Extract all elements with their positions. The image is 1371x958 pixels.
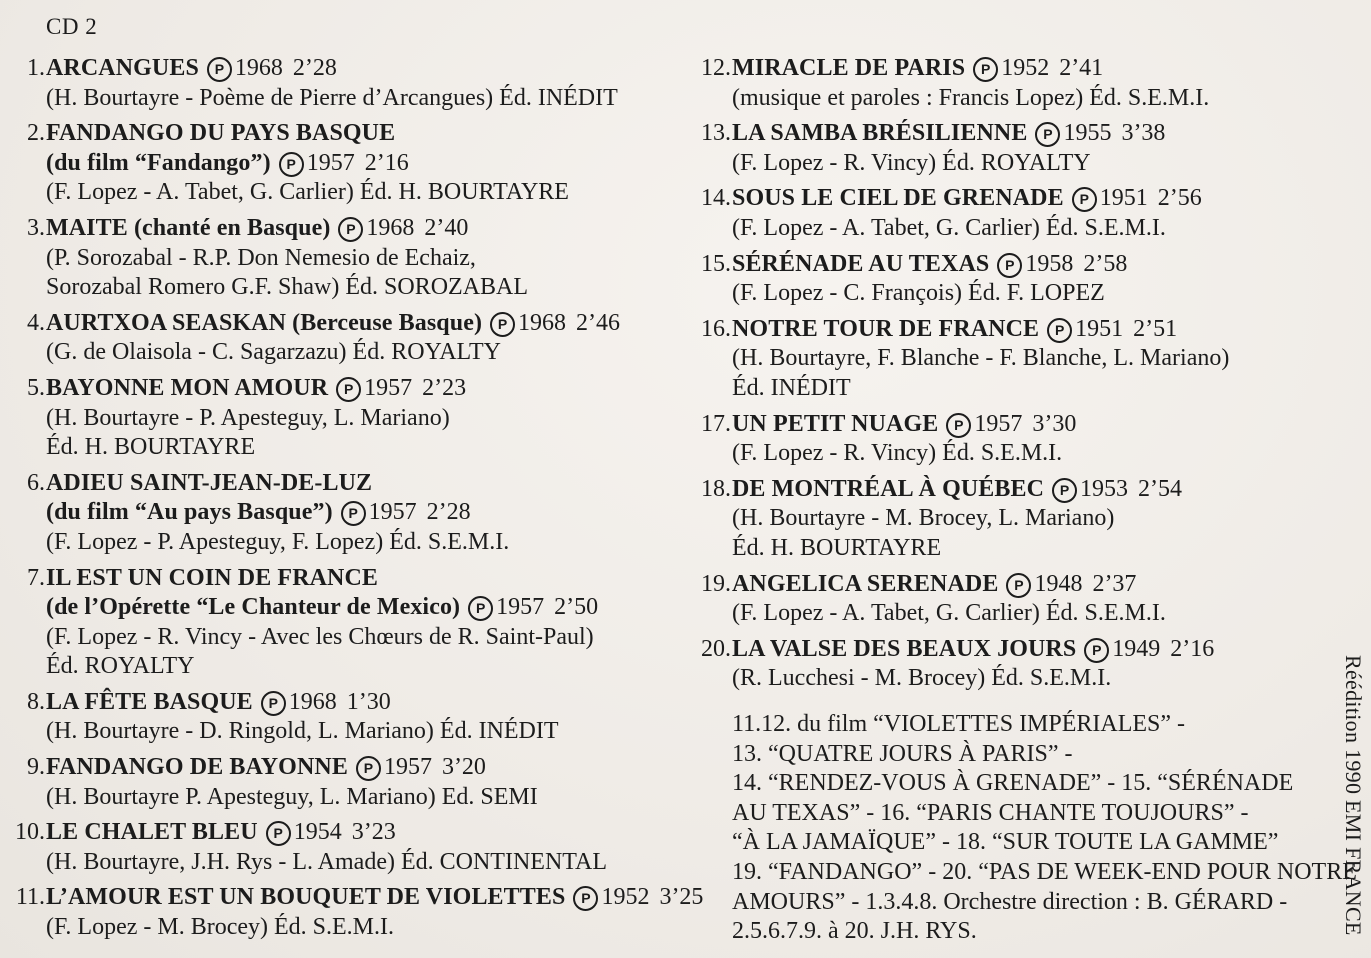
track-credits: (F. Lopez - P. Apesteguy, F. Lopez) Éd. S.E.M.I.	[46, 528, 510, 555]
track-duration: 2’51	[1133, 315, 1178, 342]
title-line	[46, 469, 680, 499]
phonogram-copyright-icon: P	[1084, 638, 1109, 663]
track-number: 5.	[27, 374, 45, 401]
track-row	[0, 818, 680, 877]
title-line	[732, 570, 1330, 600]
track-duration: 2’56	[1157, 185, 1202, 212]
track-credits: (F. Lopez - A. Tabet, G. Carlier) Éd. S.E.M.I.	[732, 214, 1166, 241]
tracklist-left	[0, 54, 704, 949]
track-duration: 2’37	[1092, 570, 1137, 597]
title-line	[46, 54, 680, 84]
track-title: LE CHALET BLEU	[46, 819, 258, 846]
track-duration: 2’46	[576, 309, 621, 336]
title-line	[46, 149, 680, 179]
title-line	[732, 184, 1330, 214]
track-year: 1957	[368, 499, 417, 526]
title-line	[46, 498, 680, 528]
track-year: 1957	[496, 594, 545, 621]
title-line	[732, 410, 1330, 440]
track-year: 1952	[601, 884, 650, 911]
track-credits: (P. Sorozabal - R.P. Don Nemesio de Echaiz,	[46, 244, 476, 271]
track-credits: Éd. H. BOURTAYRE	[732, 534, 942, 561]
track-number: 6.	[27, 469, 45, 496]
note-line: 2.5.6.7.9. à 20. J.H. RYS.	[732, 918, 977, 945]
track-title: FANDANGO DE BAYONNE	[46, 754, 348, 781]
track-row	[0, 564, 680, 682]
phonogram-copyright-icon: P	[266, 821, 291, 846]
track-number: 20.	[701, 635, 731, 662]
track-title: LA VALSE DES BEAUX JOURS	[732, 635, 1077, 662]
track-credits: (F. Lopez - R. Vincy) Éd. S.E.M.I.	[732, 440, 1063, 467]
track-row	[690, 184, 1330, 243]
track-row	[690, 475, 1330, 564]
track-body	[732, 54, 1330, 113]
phonogram-copyright-icon: P	[997, 253, 1022, 278]
track-title: (de l’Opérette “Le Chanteur de Mexico)	[46, 594, 461, 621]
track-row	[690, 250, 1330, 309]
track-body	[46, 688, 680, 747]
track-credits: (F. Lopez - C. François) Éd. F. LOPEZ	[732, 280, 1105, 307]
title-line	[732, 54, 1330, 84]
track-row	[690, 635, 1330, 694]
track-year: 1954	[293, 819, 342, 846]
note-line: AU TEXAS” - 16. “PARIS CHANTE TOUJOURS” -	[732, 799, 1249, 826]
track-title: FANDANGO DU PAYS BASQUE	[46, 120, 396, 147]
track-title: ANGELICA SERENADE	[732, 570, 999, 597]
track-row	[0, 309, 680, 368]
track-credits: (F. Lopez - R. Vincy - Avec les Chœurs de R. Saint-Paul)	[46, 623, 594, 650]
track-year: 1953	[1080, 475, 1129, 502]
track-row	[690, 570, 1330, 629]
phonogram-copyright-icon: P	[338, 217, 363, 242]
phonogram-copyright-icon: P	[207, 57, 232, 82]
phonogram-copyright-icon: P	[573, 886, 598, 911]
track-title: IL EST UN COIN DE FRANCE	[46, 564, 379, 591]
track-year: 1957	[306, 149, 355, 176]
track-duration: 2’16	[364, 149, 409, 176]
phonogram-copyright-icon: P	[341, 501, 366, 526]
track-title: (du film “Au pays Basque”)	[46, 499, 333, 526]
title-line	[732, 119, 1330, 149]
tracklist-right	[690, 54, 1330, 700]
track-credits: (R. Lucchesi - M. Brocey) Éd. S.E.M.I.	[732, 665, 1112, 692]
track-row	[690, 54, 1330, 113]
track-credits: Éd. ROYALTY	[46, 653, 195, 680]
track-body	[46, 883, 703, 942]
track-body	[732, 315, 1330, 404]
track-credits: (H. Bourtayre - Poème de Pierre d’Arcangues) Éd. INÉDIT	[46, 84, 618, 111]
track-number: 14.	[701, 185, 731, 212]
track-duration: 2’40	[424, 214, 469, 241]
title-line	[46, 119, 680, 149]
track-title: SOUS LE CIEL DE GRENADE	[732, 185, 1064, 212]
track-credits: (musique et paroles : Francis Lopez) Éd. S.E.M.I.	[732, 84, 1210, 111]
track-title: DE MONTRÉAL À QUÉBEC	[732, 475, 1045, 502]
track-title: L’AMOUR EST UN BOUQUET DE VIOLETTES	[46, 884, 566, 911]
phonogram-copyright-icon: P	[1035, 122, 1060, 147]
track-year: 1968	[518, 309, 567, 336]
track-row	[690, 410, 1330, 469]
title-line	[46, 374, 680, 404]
track-body	[732, 184, 1330, 243]
track-duration: 2’16	[1170, 635, 1215, 662]
track-credits: (G. de Olaisola - C. Sagarzazu) Éd. ROYALTY	[46, 339, 502, 366]
track-credits: (H. Bourtayre, F. Blanche - F. Blanche, L. Mariano)	[732, 345, 1230, 372]
title-line	[46, 564, 680, 594]
title-line	[46, 688, 680, 718]
track-year: 1951	[1099, 185, 1148, 212]
track-year: 1957	[974, 410, 1023, 437]
title-line	[46, 883, 703, 913]
track-year: 1968	[288, 688, 337, 715]
phonogram-copyright-icon: P	[468, 596, 493, 621]
track-credits: (F. Lopez - A. Tabet, G. Carlier) Éd. H. BOURTAYRE	[46, 179, 569, 206]
track-duration: 2’41	[1059, 55, 1104, 81]
track-body	[46, 214, 680, 303]
phonogram-copyright-icon: P	[336, 377, 361, 402]
phonogram-copyright-icon: P	[1006, 573, 1031, 598]
track-body	[46, 374, 680, 463]
track-duration: 2’28	[426, 499, 471, 526]
track-duration: 2’28	[292, 55, 337, 81]
track-row	[0, 119, 680, 208]
track-title: ARCANGUES	[46, 55, 199, 81]
track-row	[0, 54, 680, 113]
track-title: UN PETIT NUAGE	[732, 410, 939, 437]
note-line: AMOURS” - 1.3.4.8. Orchestre direction : B. GÉRARD -	[732, 888, 1288, 915]
track-number: 13.	[701, 120, 731, 147]
track-body	[732, 570, 1330, 629]
track-number: 8.	[27, 688, 45, 715]
track-duration: 3’23	[351, 819, 396, 846]
title-line	[46, 214, 680, 244]
title-line	[732, 635, 1330, 665]
track-year: 1957	[364, 374, 413, 401]
track-number: 16.	[701, 315, 731, 342]
track-number: 19.	[701, 570, 731, 597]
track-credits: (F. Lopez - R. Vincy) Éd. ROYALTY	[732, 149, 1091, 176]
track-body	[46, 564, 680, 682]
track-credits: (H. Bourtayre P. Apesteguy, L. Mariano) Ed. SEMI	[46, 783, 538, 810]
track-year: 1951	[1075, 315, 1124, 342]
track-title: BAYONNE MON AMOUR	[46, 374, 329, 401]
track-credits: (H. Bourtayre - M. Brocey, L. Mariano)	[732, 505, 1115, 532]
phonogram-copyright-icon: P	[1072, 187, 1097, 212]
track-title: LA FÊTE BASQUE	[46, 688, 253, 715]
track-year: 1949	[1112, 635, 1161, 662]
note-line: 13. “QUATRE JOURS À PARIS” -	[732, 740, 1073, 767]
track-duration: 2’23	[422, 374, 467, 401]
phonogram-copyright-icon: P	[973, 57, 998, 82]
track-year: 1958	[1025, 250, 1074, 277]
track-body	[46, 54, 680, 113]
track-credits: (H. Bourtayre - D. Ringold, L. Mariano) Éd. INÉDIT	[46, 718, 559, 745]
track-credits: Sorozabal Romero G.F. Shaw) Éd. SOROZABAL	[46, 274, 529, 301]
track-title: (du film “Fandango”)	[46, 149, 271, 176]
track-year: 1955	[1063, 120, 1112, 147]
note-line: 14. “RENDEZ-VOUS À GRENADE” - 15. “SÉRÉNADE	[732, 770, 1294, 797]
note-line: 11.12. du film “VIOLETTES IMPÉRIALES” -	[732, 711, 1186, 737]
track-title: MAITE (chanté en Basque)	[46, 214, 331, 241]
track-title: LA SAMBA BRÉSILIENNE	[732, 120, 1028, 147]
track-duration: 3’20	[441, 754, 486, 781]
track-year: 1948	[1034, 570, 1083, 597]
track-credits: (F. Lopez - M. Brocey) Éd. S.E.M.I.	[46, 914, 395, 941]
track-title: AURTXOA SEASKAN (Berceuse Basque)	[46, 309, 483, 336]
track-title: ADIEU SAINT-JEAN-DE-LUZ	[46, 469, 373, 496]
track-row	[0, 883, 704, 942]
track-year: 1957	[383, 754, 432, 781]
track-number: 7.	[27, 564, 45, 591]
track-credits: (H. Bourtayre, J.H. Rys - L. Amade) Éd. CONTINENTAL	[46, 848, 608, 875]
note-line: 19. “FANDANGO” - 20. “PAS DE WEEK-END POUR NOTRE	[732, 858, 1357, 885]
title-line	[46, 818, 680, 848]
title-line	[46, 309, 680, 339]
track-row	[0, 469, 680, 558]
track-title: NOTRE TOUR DE FRANCE	[732, 315, 1040, 342]
track-number: 3.	[27, 214, 45, 241]
track-number: 4.	[27, 309, 45, 336]
track-number: 15.	[701, 250, 731, 277]
phonogram-copyright-icon: P	[279, 152, 304, 177]
phonogram-copyright-icon: P	[261, 691, 286, 716]
track-number: 17.	[701, 410, 731, 437]
phonogram-copyright-icon: P	[490, 312, 515, 337]
track-number: 10.	[15, 819, 45, 846]
track-body	[732, 410, 1330, 469]
track-row	[0, 214, 680, 303]
track-body	[732, 250, 1330, 309]
phonogram-copyright-icon: P	[356, 756, 381, 781]
track-row	[0, 753, 680, 812]
track-row	[690, 315, 1330, 404]
track-title: MIRACLE DE PARIS	[732, 55, 966, 81]
track-row	[690, 119, 1330, 178]
phonogram-copyright-icon: P	[1047, 318, 1072, 343]
track-body	[732, 119, 1330, 178]
track-title: SÉRÉNADE AU TEXAS	[732, 250, 990, 277]
track-year: 1968	[366, 214, 415, 241]
title-line	[46, 593, 680, 623]
track-duration: 2’50	[554, 594, 599, 621]
track-credits: (H. Bourtayre - P. Apesteguy, L. Mariano)	[46, 404, 450, 431]
track-row	[0, 374, 680, 463]
track-duration: 3’25	[659, 884, 704, 911]
title-line	[732, 315, 1330, 345]
track-year: 1952	[1001, 55, 1050, 81]
track-number: 12.	[701, 55, 731, 81]
track-number: 9.	[27, 754, 45, 781]
track-credits: Éd. INÉDIT	[732, 374, 851, 401]
title-line	[46, 753, 680, 783]
track-row	[0, 688, 680, 747]
track-duration: 2’54	[1138, 475, 1183, 502]
track-duration: 3’38	[1121, 120, 1166, 147]
track-body	[46, 469, 680, 558]
reissue-credit	[1336, 655, 1368, 945]
track-body	[46, 753, 680, 812]
reissue-credit-text: Réédition 1990 EMI FRANCE	[1341, 655, 1366, 936]
track-credits: Éd. H. BOURTAYRE	[46, 434, 256, 461]
track-credits: (F. Lopez - A. Tabet, G. Carlier) Éd. S.E.M.I.	[732, 600, 1166, 627]
track-body	[732, 635, 1330, 694]
track-duration: 1’30	[346, 688, 391, 715]
track-duration: 3’30	[1032, 410, 1077, 437]
track-number: 18.	[701, 475, 731, 502]
track-number: 2.	[27, 120, 45, 147]
title-line	[732, 475, 1330, 505]
title-line	[732, 250, 1330, 280]
track-body	[46, 309, 680, 368]
track-duration: 2’58	[1083, 250, 1128, 277]
phonogram-copyright-icon: P	[946, 413, 971, 438]
track-year: 1968	[234, 55, 283, 81]
track-body	[46, 818, 680, 877]
phonogram-copyright-icon: P	[1052, 478, 1077, 503]
track-number: 1.	[27, 55, 45, 81]
track-body	[732, 475, 1330, 564]
track-body	[46, 119, 680, 208]
note-line: “À LA JAMAÏQUE” - 18. “SUR TOUTE LA GAMME”	[732, 829, 1279, 856]
cd-label: CD 2	[46, 14, 98, 39]
track-number: 11.	[15, 884, 45, 911]
